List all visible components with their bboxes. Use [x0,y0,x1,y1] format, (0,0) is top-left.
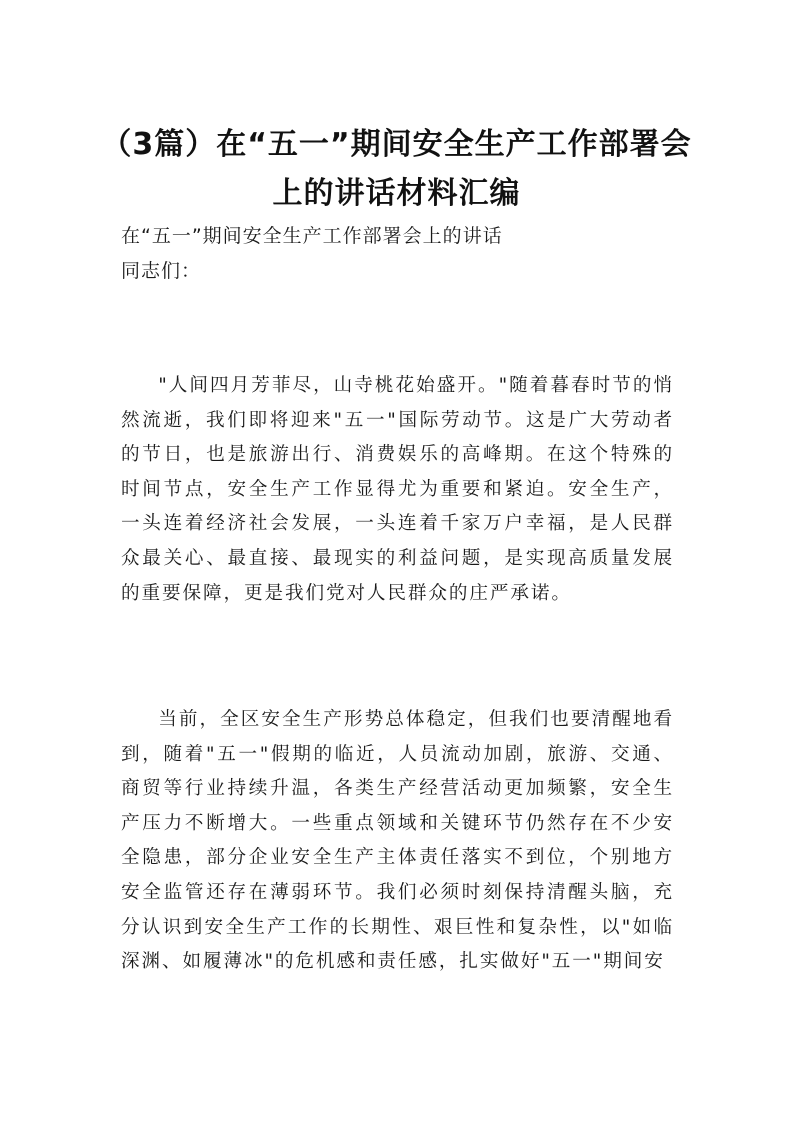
document-title: （3篇）在“五一”期间安全生产工作部署会上的讲话材料汇编 [101,127,692,211]
salutation: 同志们： [121,260,202,282]
speech-header [121,219,681,289]
speech-title: 在“五一”期间安全生产工作部署会上的讲话 [121,225,503,247]
body-paragraph-2: 当前，全区安全生产形势总体稳定，但我们也要清醒地看到，随着"五一"假期的临近，人员流动加剧，旅游、交通、商贸等行业持续升温，各类生产经营活动更加频繁，安全生产压力不断增大。一些重点领域和关键环节仍然存在不少安全隐患，部分企业安全生产主体责任落实不到位，个别地方安全监管还存在薄弱环节。我们必须时刻保持清醒头脑，充分认识到安全生产工作的长期性、艰巨性和复杂性，以"如临深渊、如履薄冰"的危机感和责任感，扎实做好"五一"期间安 [121,709,674,973]
body-paragraph-1: "人间四月芳菲尽，山寺桃花始盛开。"随着暮春时节的悄然流逝，我们即将迎来"五一"国际劳动节。这是广大劳动者的节日，也是旅游出行、消费娱乐的高峰期。在这个特殊的时间节点，安全生产工作显得尤为重要和紧迫。安全生产，一头连着经济社会发展，一头连着千家万户幸福，是人民群众最关心、最直接、最现实的利益问题，是实现高质量发展的重要保障，更是我们党对人民群众的庄严承诺。 [121,375,674,604]
